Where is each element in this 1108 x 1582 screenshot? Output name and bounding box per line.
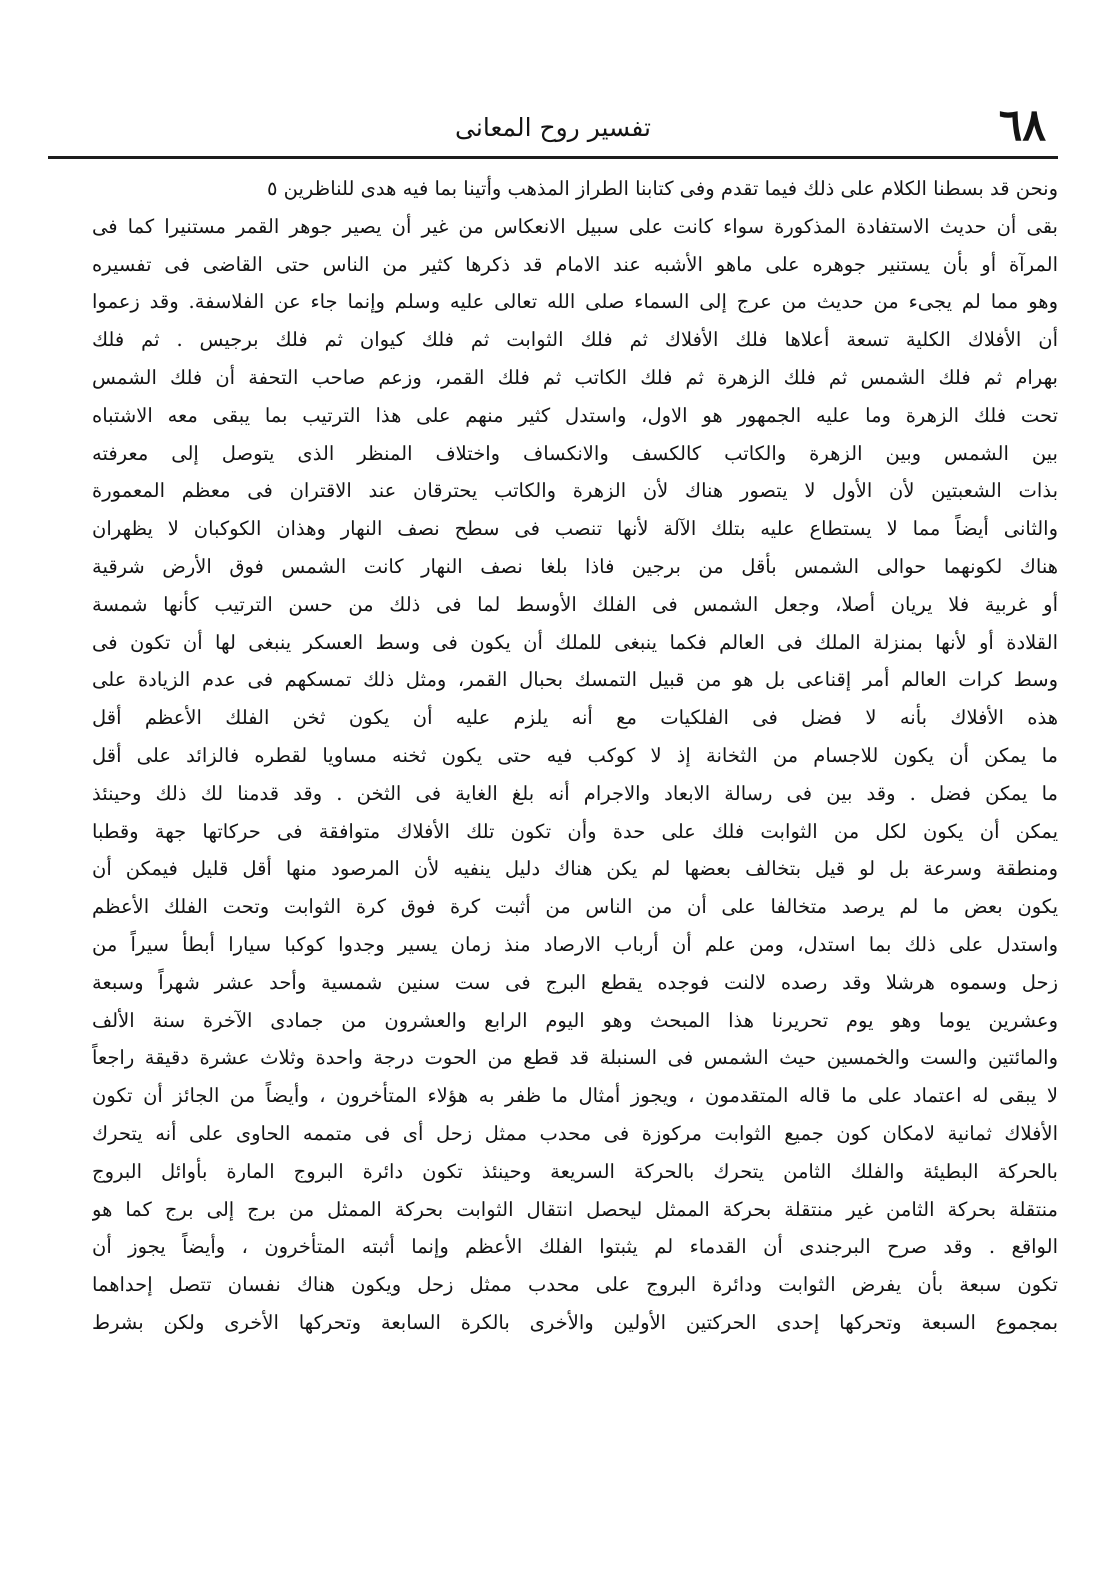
text-line: والمائتين والست والخمسين حيث الشمس فى السنبلة قد قطع من الحوت درجة واحدة وثلاث عشرة دقيقة راجعاً [92, 1046, 1058, 1070]
text-line: بالحركة البطيئة والفلك الثامن يتحرك بالحركة السريعة وحينئذ تكون دائرة البروج المارة بأوائل البروج [92, 1159, 1058, 1183]
text-line: أن الأفلاك الكلية تسعة أعلاها فلك الأفلاك ثم فلك الثوابت ثم فلك كيوان ثم فلك برجيس . ثم فلك [92, 328, 1058, 352]
text-line: أو غربية فلا يريان أصلا، وجعل الشمس فى الفلك الأوسط لما فى ذلك من حسن الترتيب كأنها شمسة [92, 592, 1058, 616]
text-line: ما يمكن فضل . وقد بين فى رسالة الابعاد والاجرام أنه بلغ الغاية فى الثخن . وقد قدمنا لك ذلك وحينئذ [92, 781, 1058, 805]
text-line: بقى أن حديث الاستفادة المذكورة سواء كانت على سبيل الانعكاس من غير أن يصير جوهر القمر مستنيرا كما فى [92, 214, 1058, 238]
text-line: يمكن أن يكون لكل من الثوابت فلك على حدة وأن تكون تلك الأفلاك متوافقة فى حركاتها جهة وقطبا [92, 819, 1058, 843]
text-line: والثانى أيضاً مما لا يستطاع عليه بتلك الآلة لأنها تنصب فى سطح نصف النهار وهذان الكوكبان لا يظهران [92, 517, 1058, 541]
text-line: بين الشمس وبين الزهرة والكاتب كالكسف والانكساف واختلاف المنظر الذى يتوصل إلى معرفته [92, 441, 1058, 465]
text-line: وهو مما لم يجىء من حديث من عرج إلى السماء صلى الله تعالى عليه وسلم وإنما جاء عن الفلاسفة. وقد زعموا [92, 290, 1058, 314]
text-line: الواقع . وقد صرح البرجندى أن القدماء لم يثبتوا الفلك الأعظم وإنما أثبته المتأخرون ، وأيضاً يجوز أن [92, 1235, 1058, 1259]
text-line: هناك لكونهما حوالى الشمس بأقل من برجين فاذا بلغا نصف النهار كانت الشمس فوق الأرض شرقية [92, 554, 1058, 578]
text-line: تحت فلك الزهرة وما عليه الجمهور هو الاول، واستدل كثير منهم على هذا الترتيب بما يبقى معه الاشتباه [92, 403, 1058, 427]
text-line: القلادة أو لأنها بمنزلة الملك فى العالم فكما ينبغى للملك أن يكون فى وسط العسكر ينبغى لها أن تكون فى [92, 630, 1058, 654]
text-line: منتقلة بحركة الثامن غير منتقلة بحركة الممثل ليحصل انتقال الثوابت بحركة الممثل من برج إلى برج كما هو [92, 1197, 1058, 1221]
running-title: تفسير روح المعانى [455, 113, 651, 142]
text-line: ومنطقة وسرعة بل لو قيل بتخالف بعضها لم يكن هناك دليل ينفيه لأن المرصود منها أقل قليل فيمكن أن [92, 857, 1058, 881]
text-line: ما يمكن أن يكون للاجسام من الثخانة إذ لا كوكب فيه حتى يكون ثخنه مساويا لقطره فالزائد على أقل [92, 743, 1058, 767]
text-line: يكون بعض ما لم يرصد متخالفا على أن من الناس من أثبت كرة فوق كرة الثوابت وتحت الفلك الأعظم [92, 895, 1058, 919]
text-line: واستدل على ذلك بما استدل، ومن علم أن أرباب الارصاد منذ زمان يسير وجدوا كوكبا سيارا أبطأ سيراً من [92, 932, 1058, 956]
text-line: زحل وسموه هرشلا وقد رصده لالنت فوجده يقطع البرج فى ست سنين شمسية وأحد عشر شهراً وسبعة [92, 970, 1058, 994]
page-header [48, 100, 1058, 159]
text-line: هذه الأفلاك بأنه لا فضل فى الفلكيات مع أنه يلزم عليه أن يكون ثخن الفلك الأعظم أقل [92, 706, 1058, 730]
text-line: تكون سبعة بأن يفرض الثوابت ودائرة البروج على محدب ممثل زحل ويكون هناك نفسان تتصل إحداهما [92, 1273, 1058, 1297]
text-line: بذات الشعبتين لأن الأول لا يتصور هناك لأن الزهرة والكاتب يحترقان عند الاقتران فى معظم المعمورة [92, 479, 1058, 503]
text-body [92, 170, 1058, 1470]
text-line: المرآة أو بأن يستنير جوهره على ماهو الأشبه عند الامام قد ذكرها كثير من الناس حتى القاضى فى تفسيره [92, 252, 1058, 276]
text-line: وسط كرات العالم أمر إقناعى بل هو من قبيل التمسك بحبال القمر، ومثل ذلك تمسكهم فى عدم الزيادة على [92, 668, 1058, 692]
text-line: بهرام ثم فلك الشمس ثم فلك الزهرة ثم فلك الكاتب ثم فلك القمر، وزعم صاحب التحفة أن فلك الشمس [92, 365, 1058, 389]
text-line: لا يبقى له اعتماد على ما قاله المتقدمون ، ويجوز أمثال ما ظفر به هؤلاء المتأخرون ، وأيضاً من الجائز أن تكون [92, 1084, 1058, 1108]
text-line: بمجموع السبعة وتحركها إحدى الحركتين الأولين والأخرى بالكرة السابعة وتحركها الأخرى ولكن بشرط [92, 1310, 1058, 1334]
text-line: الأفلاك ثمانية لامكان كون جميع الثوابت مركوزة فى محدب ممثل زحل أى فى متممه الحاوى على أنه يتحرك [92, 1121, 1058, 1145]
text-line: ونحن قد بسطنا الكلام على ذلك فيما تقدم وفى كتابنا الطراز المذهب وأتينا بما فيه هدى للناظرين ٥ [266, 177, 1058, 200]
text-line: وعشرين يوما وهو يوم تحريرنا هذا المبحث وهو اليوم الرابع والعشرون من جمادى الآخرة سنة الألف [92, 1008, 1058, 1032]
page-number: ٦٨ [998, 100, 1046, 151]
